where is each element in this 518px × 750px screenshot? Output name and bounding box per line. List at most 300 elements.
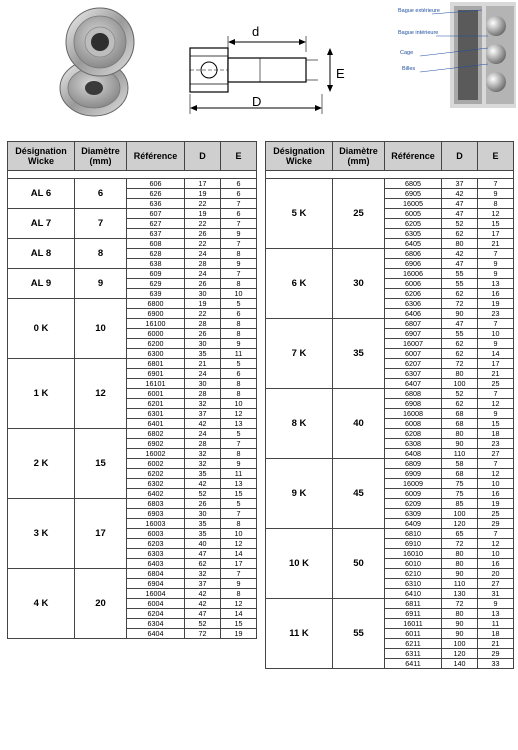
- table-body-left: [8, 171, 257, 639]
- outer-diameter-cell: 28: [185, 319, 221, 329]
- reference-cell: 16002: [127, 449, 185, 459]
- outer-diameter-cell: 32: [185, 449, 221, 459]
- width-cell: 15: [221, 619, 257, 629]
- reference-cell: 6202: [127, 469, 185, 479]
- width-cell: 10: [478, 329, 514, 339]
- width-cell: 14: [221, 609, 257, 619]
- width-cell: 7: [478, 529, 514, 539]
- designation-cell: 4 K: [8, 569, 75, 639]
- reference-cell: 638: [127, 259, 185, 269]
- outer-diameter-label: D: [252, 94, 262, 109]
- outer-diameter-cell: 80: [442, 609, 478, 619]
- header-width: E: [478, 142, 514, 171]
- table-row: [266, 319, 514, 329]
- reference-cell: 6311: [385, 649, 442, 659]
- width-cell: 9: [478, 259, 514, 269]
- outer-diameter-cell: 80: [442, 549, 478, 559]
- reference-cell: 639: [127, 289, 185, 299]
- reference-cell: 6203: [127, 539, 185, 549]
- width-cell: 9: [221, 259, 257, 269]
- outer-diameter-cell: 110: [442, 579, 478, 589]
- width-cell: 9: [221, 339, 257, 349]
- reference-cell: 6210: [385, 569, 442, 579]
- width-cell: 25: [478, 509, 514, 519]
- header-diameter: Diamètre (mm): [333, 142, 385, 171]
- diameter-cell: 12: [75, 359, 127, 429]
- outer-diameter-cell: 37: [185, 579, 221, 589]
- header-outer-diameter: D: [442, 142, 478, 171]
- width-cell: 10: [221, 529, 257, 539]
- width-cell: 8: [221, 449, 257, 459]
- reference-cell: 6900: [127, 309, 185, 319]
- outer-diameter-cell: 30: [185, 339, 221, 349]
- outer-diameter-cell: 42: [442, 189, 478, 199]
- outer-diameter-cell: 42: [185, 419, 221, 429]
- spacer-cell: [8, 171, 257, 179]
- reference-cell: 16009: [385, 479, 442, 489]
- reference-cell: 6011: [385, 629, 442, 639]
- outer-diameter-cell: 28: [185, 259, 221, 269]
- reference-cell: 6407: [385, 379, 442, 389]
- outer-diameter-cell: 62: [442, 349, 478, 359]
- width-cell: 8: [478, 199, 514, 209]
- cage-label: Cage: [400, 50, 414, 56]
- width-cell: 21: [478, 369, 514, 379]
- reference-cell: 6010: [385, 559, 442, 569]
- reference-cell: 6910: [385, 539, 442, 549]
- reference-cell: 6905: [385, 189, 442, 199]
- width-cell: 5: [221, 359, 257, 369]
- reference-cell: 6003: [127, 529, 185, 539]
- table-row: [8, 499, 257, 509]
- reference-cell: 6300: [127, 349, 185, 359]
- outer-diameter-cell: 72: [442, 359, 478, 369]
- reference-cell: 6401: [127, 419, 185, 429]
- outer-diameter-cell: 52: [185, 489, 221, 499]
- reference-cell: 606: [127, 179, 185, 189]
- width-cell: 12: [478, 469, 514, 479]
- outer-diameter-cell: 72: [185, 629, 221, 639]
- diameter-cell: 17: [75, 499, 127, 569]
- outer-diameter-cell: 140: [442, 659, 478, 669]
- reference-cell: 16005: [385, 199, 442, 209]
- reference-cell: 6409: [385, 519, 442, 529]
- diameter-cell: 6: [75, 179, 127, 209]
- outer-diameter-cell: 47: [185, 549, 221, 559]
- reference-cell: 6906: [385, 259, 442, 269]
- width-cell: 10: [221, 399, 257, 409]
- table-row: [266, 389, 514, 399]
- outer-diameter-cell: 35: [185, 529, 221, 539]
- reference-cell: 6002: [127, 459, 185, 469]
- reference-cell: 6201: [127, 399, 185, 409]
- width-cell: 6: [221, 209, 257, 219]
- outer-diameter-cell: 24: [185, 369, 221, 379]
- width-cell: 16: [478, 559, 514, 569]
- width-cell: 23: [478, 309, 514, 319]
- designation-cell: AL 6: [8, 179, 75, 209]
- width-cell: 13: [221, 419, 257, 429]
- outer-diameter-cell: 47: [442, 199, 478, 209]
- width-cell: 7: [221, 239, 257, 249]
- reference-cell: 6806: [385, 249, 442, 259]
- header-designation: Désignation Wicke: [8, 142, 75, 171]
- outer-diameter-cell: 24: [185, 269, 221, 279]
- table-row: [266, 599, 514, 609]
- reference-cell: 636: [127, 199, 185, 209]
- width-cell: 23: [478, 439, 514, 449]
- outer-diameter-cell: 52: [185, 619, 221, 629]
- reference-cell: 6406: [385, 309, 442, 319]
- reference-cell: 16004: [127, 589, 185, 599]
- outer-diameter-cell: 62: [442, 289, 478, 299]
- reference-cell: 6200: [127, 339, 185, 349]
- reference-cell: 6807: [385, 319, 442, 329]
- width-cell: 29: [478, 519, 514, 529]
- table-header-row: [266, 142, 514, 171]
- reference-cell: 6804: [127, 569, 185, 579]
- width-cell: 17: [478, 229, 514, 239]
- reference-cell: 6405: [385, 239, 442, 249]
- outer-diameter-cell: 47: [442, 259, 478, 269]
- outer-diameter-cell: 26: [185, 329, 221, 339]
- reference-cell: 6204: [127, 609, 185, 619]
- width-cell: 7: [478, 319, 514, 329]
- width-cell: 7: [221, 569, 257, 579]
- width-cell: 20: [478, 569, 514, 579]
- width-cell: 19: [478, 299, 514, 309]
- table-row: [266, 249, 514, 259]
- inner-ring-label: Bague intérieure: [398, 30, 439, 36]
- outer-diameter-cell: 80: [442, 429, 478, 439]
- reference-cell: 6800: [127, 299, 185, 309]
- table-row: [8, 429, 257, 439]
- reference-cell: 607: [127, 209, 185, 219]
- width-cell: 9: [478, 409, 514, 419]
- reference-cell: 6006: [385, 279, 442, 289]
- outer-diameter-cell: 75: [442, 489, 478, 499]
- width-cell: 14: [221, 549, 257, 559]
- designation-cell: 6 K: [266, 249, 333, 319]
- width-cell: 18: [478, 429, 514, 439]
- outer-diameter-cell: 30: [185, 379, 221, 389]
- width-cell: 11: [221, 349, 257, 359]
- reference-cell: 609: [127, 269, 185, 279]
- designation-cell: AL 7: [8, 209, 75, 239]
- outer-diameter-cell: 24: [185, 429, 221, 439]
- reference-cell: 6306: [385, 299, 442, 309]
- designation-cell: 8 K: [266, 389, 333, 459]
- outer-diameter-cell: 72: [442, 299, 478, 309]
- width-cell: 6: [221, 309, 257, 319]
- designation-cell: 2 K: [8, 429, 75, 499]
- reference-cell: 6302: [127, 479, 185, 489]
- width-cell: 6: [221, 179, 257, 189]
- designation-cell: AL 8: [8, 239, 75, 269]
- reference-cell: 6808: [385, 389, 442, 399]
- reference-cell: 16100: [127, 319, 185, 329]
- outer-diameter-cell: 100: [442, 639, 478, 649]
- width-cell: 19: [478, 499, 514, 509]
- outer-diameter-cell: 62: [442, 399, 478, 409]
- width-cell: 9: [221, 459, 257, 469]
- diameter-cell: 35: [333, 319, 385, 389]
- outer-diameter-cell: 68: [442, 409, 478, 419]
- width-cell: 6: [221, 189, 257, 199]
- width-cell: 5: [221, 499, 257, 509]
- width-cell: 7: [221, 199, 257, 209]
- outer-diameter-cell: 130: [442, 589, 478, 599]
- table-row: [8, 209, 257, 219]
- width-cell: 9: [478, 599, 514, 609]
- reference-cell: 6908: [385, 399, 442, 409]
- diameter-cell: 30: [333, 249, 385, 319]
- width-cell: 12: [478, 209, 514, 219]
- table-row: [266, 459, 514, 469]
- width-cell: 8: [221, 519, 257, 529]
- outer-diameter-cell: 90: [442, 439, 478, 449]
- outer-diameter-cell: 42: [442, 249, 478, 259]
- reference-cell: 16007: [385, 339, 442, 349]
- header-reference: Référence: [385, 142, 442, 171]
- reference-cell: 6205: [385, 219, 442, 229]
- width-cell: 9: [478, 189, 514, 199]
- reference-cell: 6811: [385, 599, 442, 609]
- outer-diameter-cell: 52: [442, 389, 478, 399]
- outer-diameter-cell: 26: [185, 279, 221, 289]
- reference-cell: 6308: [385, 439, 442, 449]
- outer-diameter-cell: 19: [185, 299, 221, 309]
- width-cell: 8: [221, 389, 257, 399]
- table-row: [8, 359, 257, 369]
- width-cell: 13: [221, 479, 257, 489]
- outer-diameter-cell: 47: [442, 319, 478, 329]
- outer-diameter-cell: 37: [442, 179, 478, 189]
- width-cell: 9: [221, 579, 257, 589]
- diameter-cell: 20: [75, 569, 127, 639]
- width-cell: 15: [478, 219, 514, 229]
- width-cell: 8: [221, 319, 257, 329]
- width-cell: 21: [478, 639, 514, 649]
- diameter-cell: 8: [75, 239, 127, 269]
- reference-cell: 6803: [127, 499, 185, 509]
- outer-diameter-cell: 90: [442, 619, 478, 629]
- outer-diameter-cell: 32: [185, 459, 221, 469]
- width-cell: 14: [478, 349, 514, 359]
- outer-diameter-cell: 75: [442, 479, 478, 489]
- reference-cell: 626: [127, 189, 185, 199]
- reference-cell: 6209: [385, 499, 442, 509]
- designation-cell: 3 K: [8, 499, 75, 569]
- width-cell: 11: [478, 619, 514, 629]
- diameter-cell: 9: [75, 269, 127, 299]
- reference-cell: 6907: [385, 329, 442, 339]
- outer-diameter-cell: 120: [442, 519, 478, 529]
- outer-diameter-cell: 30: [185, 509, 221, 519]
- width-cell: 7: [478, 459, 514, 469]
- width-cell: 6: [221, 369, 257, 379]
- outer-diameter-cell: 80: [442, 369, 478, 379]
- outer-diameter-cell: 22: [185, 219, 221, 229]
- width-cell: 13: [478, 609, 514, 619]
- table-row: [266, 529, 514, 539]
- reference-cell: 6001: [127, 389, 185, 399]
- outer-diameter-cell: 35: [185, 469, 221, 479]
- width-cell: 16: [478, 489, 514, 499]
- outer-diameter-cell: 100: [442, 379, 478, 389]
- reference-cell: 6208: [385, 429, 442, 439]
- spacer-cell: [266, 171, 514, 179]
- outer-diameter-cell: 19: [185, 209, 221, 219]
- outer-diameter-cell: 85: [442, 499, 478, 509]
- outer-diameter-cell: 72: [442, 539, 478, 549]
- reference-cell: 6009: [385, 489, 442, 499]
- reference-cell: 6402: [127, 489, 185, 499]
- outer-diameter-cell: 72: [442, 599, 478, 609]
- reference-cell: 6408: [385, 449, 442, 459]
- width-cell: 9: [221, 229, 257, 239]
- width-label: E: [336, 66, 345, 81]
- outer-diameter-cell: 90: [442, 629, 478, 639]
- reference-cell: 6206: [385, 289, 442, 299]
- outer-diameter-cell: 55: [442, 329, 478, 339]
- outer-diameter-cell: 17: [185, 179, 221, 189]
- width-cell: 27: [478, 449, 514, 459]
- reference-cell: 16006: [385, 269, 442, 279]
- outer-diameter-cell: 55: [442, 269, 478, 279]
- outer-diameter-cell: 68: [442, 419, 478, 429]
- reference-cell: 6404: [127, 629, 185, 639]
- width-cell: 7: [221, 509, 257, 519]
- width-cell: 9: [478, 339, 514, 349]
- reference-cell: 608: [127, 239, 185, 249]
- outer-diameter-cell: 40: [185, 539, 221, 549]
- outer-diameter-cell: 30: [185, 289, 221, 299]
- width-cell: 11: [221, 469, 257, 479]
- reference-cell: 6207: [385, 359, 442, 369]
- inner-diameter-label: d: [252, 24, 260, 39]
- outer-diameter-cell: 37: [185, 409, 221, 419]
- width-cell: 13: [478, 279, 514, 289]
- reference-cell: 6911: [385, 609, 442, 619]
- diameter-cell: 10: [75, 299, 127, 359]
- width-cell: 8: [221, 379, 257, 389]
- width-cell: 9: [478, 269, 514, 279]
- header-outer-diameter: D: [185, 142, 221, 171]
- width-cell: 5: [221, 299, 257, 309]
- outer-diameter-cell: 26: [185, 229, 221, 239]
- outer-diameter-cell: 22: [185, 309, 221, 319]
- outer-ring-label: Bague extérieure: [398, 8, 440, 14]
- outer-diameter-cell: 42: [185, 589, 221, 599]
- width-cell: 8: [221, 589, 257, 599]
- outer-diameter-cell: 90: [442, 309, 478, 319]
- width-cell: 7: [221, 219, 257, 229]
- outer-diameter-cell: 28: [185, 389, 221, 399]
- width-cell: 7: [221, 439, 257, 449]
- reference-cell: 6902: [127, 439, 185, 449]
- width-cell: 29: [478, 649, 514, 659]
- width-cell: 15: [478, 419, 514, 429]
- outer-diameter-cell: 80: [442, 239, 478, 249]
- width-cell: 12: [221, 599, 257, 609]
- width-cell: 17: [221, 559, 257, 569]
- width-cell: 12: [221, 409, 257, 419]
- reference-cell: 6008: [385, 419, 442, 429]
- reference-cell: 6304: [127, 619, 185, 629]
- width-cell: 10: [478, 549, 514, 559]
- reference-cell: 6000: [127, 329, 185, 339]
- outer-diameter-cell: 42: [185, 599, 221, 609]
- reference-cell: 6909: [385, 469, 442, 479]
- outer-diameter-cell: 90: [442, 569, 478, 579]
- width-cell: 5: [221, 429, 257, 439]
- width-cell: 15: [221, 489, 257, 499]
- width-cell: 25: [478, 379, 514, 389]
- outer-diameter-cell: 120: [442, 649, 478, 659]
- designation-cell: 11 K: [266, 599, 333, 669]
- diameter-cell: 55: [333, 599, 385, 669]
- outer-diameter-cell: 32: [185, 569, 221, 579]
- width-cell: 16: [478, 289, 514, 299]
- outer-diameter-cell: 21: [185, 359, 221, 369]
- outer-diameter-cell: 62: [442, 229, 478, 239]
- width-cell: 7: [478, 249, 514, 259]
- outer-diameter-cell: 55: [442, 279, 478, 289]
- bearing-table-right: [265, 141, 514, 669]
- outer-diameter-cell: 26: [185, 499, 221, 509]
- reference-cell: 629: [127, 279, 185, 289]
- reference-cell: 6301: [127, 409, 185, 419]
- table-row: [8, 179, 257, 189]
- outer-diameter-cell: 110: [442, 449, 478, 459]
- reference-cell: 6805: [385, 179, 442, 189]
- header-designation: Désignation Wicke: [266, 142, 333, 171]
- designation-cell: 10 K: [266, 529, 333, 599]
- designation-cell: 5 K: [266, 179, 333, 249]
- reference-cell: 6410: [385, 589, 442, 599]
- outer-diameter-cell: 24: [185, 249, 221, 259]
- outer-diameter-cell: 19: [185, 189, 221, 199]
- header-diameter: Diamètre (mm): [75, 142, 127, 171]
- width-cell: 33: [478, 659, 514, 669]
- outer-diameter-cell: 80: [442, 559, 478, 569]
- width-cell: 19: [221, 629, 257, 639]
- reference-cell: 16010: [385, 549, 442, 559]
- outer-diameter-cell: 35: [185, 519, 221, 529]
- outer-diameter-cell: 52: [442, 219, 478, 229]
- designation-cell: AL 9: [8, 269, 75, 299]
- reference-cell: 6904: [127, 579, 185, 589]
- reference-cell: 6901: [127, 369, 185, 379]
- width-cell: 21: [478, 239, 514, 249]
- spacer-row: [266, 171, 514, 179]
- reference-cell: 6004: [127, 599, 185, 609]
- width-cell: 7: [478, 179, 514, 189]
- reference-cell: 6007: [385, 349, 442, 359]
- outer-diameter-cell: 65: [442, 529, 478, 539]
- width-cell: 8: [221, 279, 257, 289]
- reference-cell: 6307: [385, 369, 442, 379]
- reference-cell: 6403: [127, 559, 185, 569]
- reference-cell: 6810: [385, 529, 442, 539]
- reference-cell: 6211: [385, 639, 442, 649]
- reference-cell: 6005: [385, 209, 442, 219]
- outer-diameter-cell: 22: [185, 199, 221, 209]
- designation-cell: 7 K: [266, 319, 333, 389]
- table-header-row: [8, 142, 257, 171]
- outer-diameter-cell: 28: [185, 439, 221, 449]
